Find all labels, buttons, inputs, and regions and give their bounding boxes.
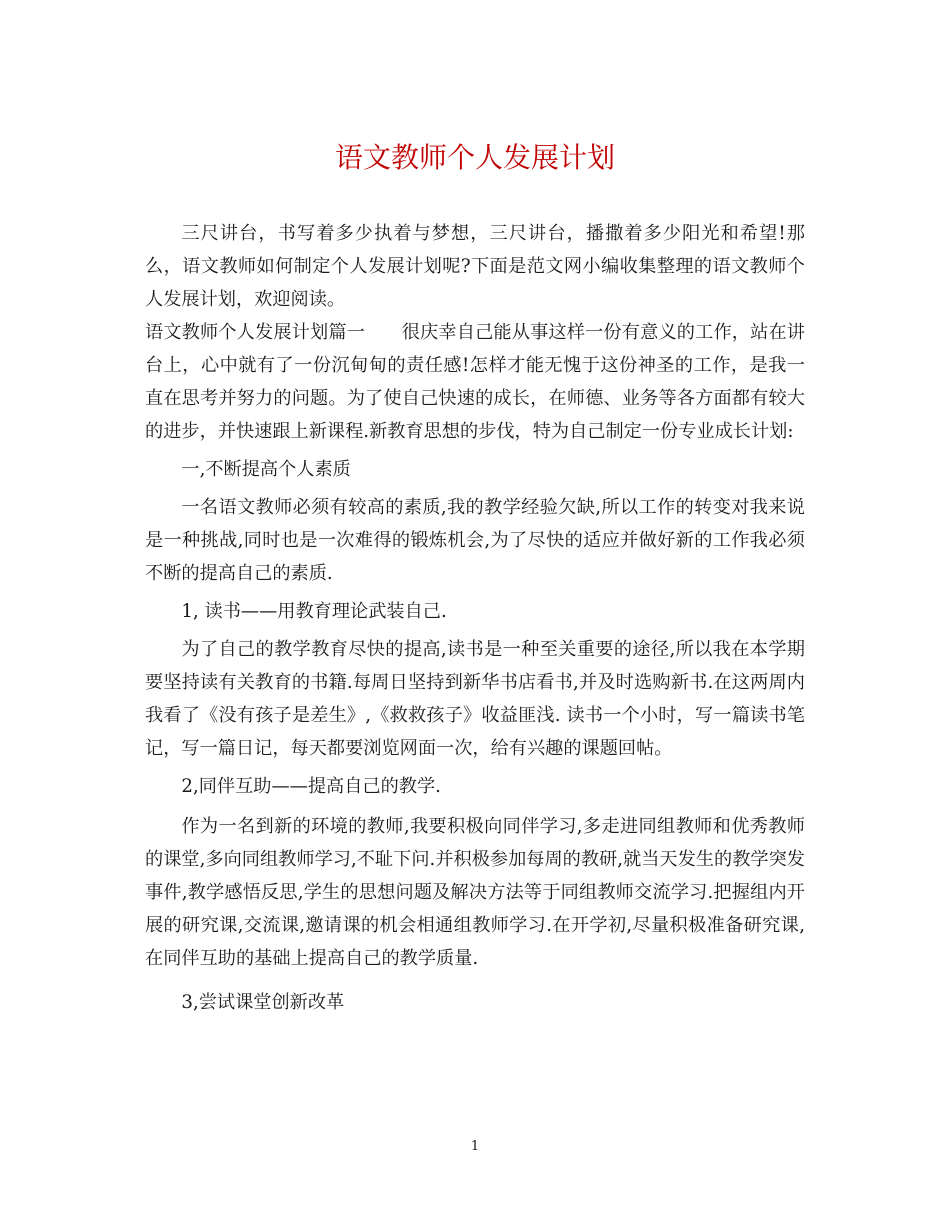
heading-classroom-innovation: 3,尝试课堂创新改革: [181, 992, 345, 1013]
peer-help-paragraph: 作为一名到新的环境的教师,我要积极向同伴学习,多走进同组教师和优秀教师的课堂,多向同组教师学习,不耻下问.并积极参加每周的教研,就当天发生的教学突发事件,教学感悟反思,学生的思想问题及解决方法等于同组教师交流学习.把握组内开展的研究课,交流课,邀请课的机会相通组教师学习.在开学初,尽量积极准备研究课,在同伴互助的基础上提高自己的教学质量.: [145, 816, 805, 969]
heading-improve-quality: 一,不断提高个人素质: [181, 459, 351, 480]
heading-peer-help: 2,同伴互助——提高自己的教学.: [181, 776, 441, 797]
document-title: 语文教师个人发展计划: [334, 141, 615, 174]
section-one-paragraph: 语文教师个人发展计划篇一 很庆幸自己能从事这样一份有意义的工作，站在讲台上，心中就有了一份沉甸甸的责任感!怎样才能无愧于这份神圣的工作，是我一直在思考并努力的问题。为了使自己快速的成长，在师德、业务等各方面都有较大的进步，并快速跟上新课程.新教育思想的步伐，特为自己制定一份专业成长计划:: [145, 322, 805, 442]
reading-paragraph: 为了自己的教学教育尽快的提高,读书是一种至关重要的途径,所以我在本学期要坚持读有关教育的书籍.每周日坚持到新华书店看书,并及时选购新书.在这两周内我看了《没有孩子是差生》,《救救孩子》收益匪浅. 读书一个小时，写一篇读书笔记，写一篇日记，每天都要浏览网面一次，给有兴趣的课题回帖。: [145, 639, 805, 759]
quality-paragraph: 一名语文教师必须有较高的素质,我的教学经验欠缺,所以工作的转变对我来说是一种挑战,同时也是一次难得的锻炼机会,为了尽快的适应并做好新的工作我必须不断的提高自己的素质.: [145, 497, 805, 584]
page-number: 1: [470, 1139, 480, 1154]
document-body: [145, 217, 805, 1019]
heading-reading: 1, 读书——用教育理论武装自己.: [181, 601, 447, 622]
intro-paragraph: 三尺讲台，书写着多少执着与梦想，三尺讲台，播撒着多少阳光和希望!那么，语文教师如何制定个人发展计划呢?下面是范文网小编收集整理的语文教师个人发展计划，欢迎阅读。: [145, 223, 805, 310]
